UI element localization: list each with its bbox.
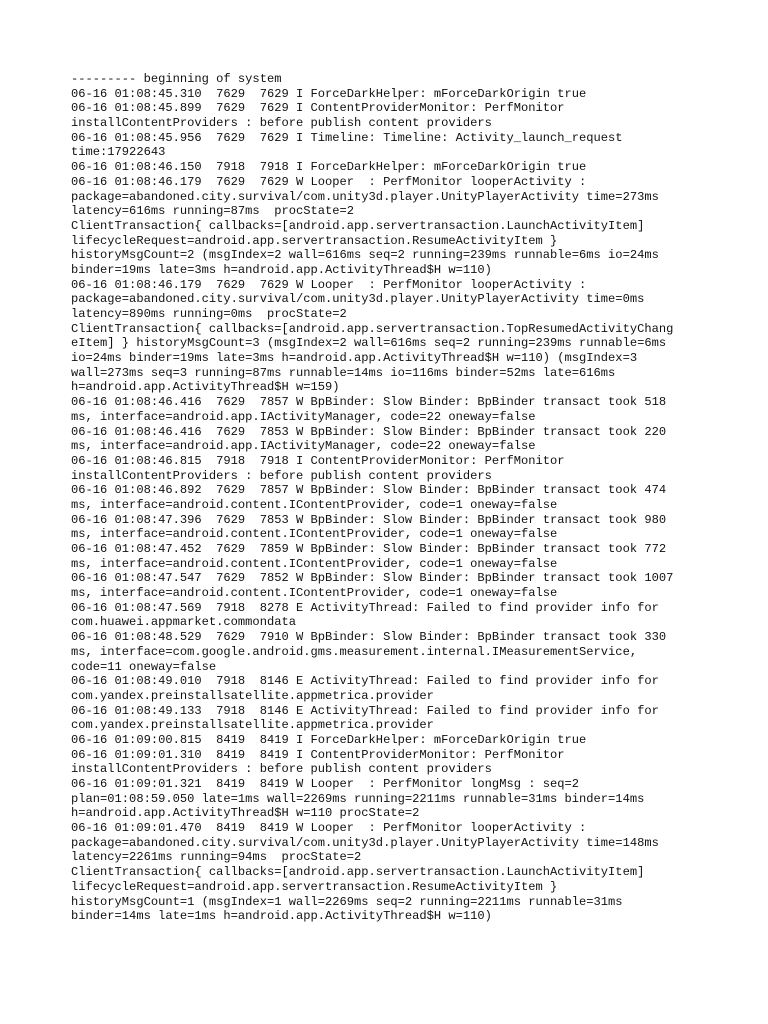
log-line: 06-16 01:08:47.547 7629 7852 W BpBinder: Slow Binder: BpBinder transact took 1007 [71, 571, 674, 586]
log-line: 06-16 01:08:49.010 7918 8146 E ActivityThread: Failed to find provider info for [71, 674, 659, 689]
log-line: package=abandoned.city.survival/com.unity3d.player.UnityPlayerActivity time=0ms [71, 292, 645, 307]
log-line: --------- beginning of system [71, 72, 282, 86]
log-line: ms, interface=com.google.android.gms.measurement.internal.IMeasurementService, [71, 644, 638, 659]
log-line: historyMsgCount=2 (msgIndex=2 wall=616ms seq=2 running=239ms runnable=6ms io=24ms [71, 248, 659, 263]
log-line: com.yandex.preinstallsatellite.appmetrica.provider [71, 688, 434, 703]
log-line: wall=273ms seq=3 running=87ms runnable=14ms io=116ms binder=52ms late=616ms [71, 365, 616, 380]
log-line: lifecycleRequest=android.app.servertransaction.ResumeActivityItem } [71, 879, 558, 894]
log-line: latency=890ms running=0ms procState=2 [71, 307, 347, 321]
log-line: h=android.app.ActivityThread$H w=110 procState=2 [71, 806, 420, 821]
log-line: 06-16 01:08:46.179 7629 7629 W Looper : PerfMonitor looperActivity : [71, 277, 587, 292]
log-line: com.huawei.appmarket.commondata [71, 615, 296, 630]
log-line: 06-16 01:08:46.179 7629 7629 W Looper : PerfMonitor looperActivity : [71, 174, 587, 189]
log-line: 06-16 01:09:01.310 8419 8419 I ContentProviderMonitor: PerfMonitor [71, 747, 565, 762]
log-line: 06-16 01:08:47.452 7629 7859 W BpBinder: Slow Binder: BpBinder transact took 772 [71, 542, 667, 556]
log-line: plan=01:08:59.050 late=1ms wall=2269ms running=2211ms runnable=31ms binder=14ms [71, 791, 645, 806]
log-line: 06-16 01:08:46.416 7629 7853 W BpBinder: Slow Binder: BpBinder transact took 220 [71, 424, 667, 439]
log-line: 06-16 01:08:46.815 7918 7918 I ContentProviderMonitor: PerfMonitor [71, 453, 565, 468]
log-line: io=24ms binder=19ms late=3ms h=android.app.ActivityThread$H w=110) (msgIndex=3 [71, 351, 638, 366]
log-line: eItem] } historyMsgCount=3 (msgIndex=2 wall=616ms seq=2 running=239ms runnable=6ms [71, 336, 667, 351]
log-line: installContentProviders : before publish content providers [71, 468, 492, 483]
log-line: 06-16 01:08:46.150 7918 7918 I ForceDarkHelper: mForceDarkOrigin true [71, 160, 587, 175]
log-line: 06-16 01:08:46.416 7629 7857 W BpBinder: Slow Binder: BpBinder transact took 518 [71, 395, 667, 410]
log-line: ms, interface=android.content.IContentProvider, code=1 oneway=false [71, 556, 558, 571]
log-line: ClientTransaction{ callbacks=[android.app.servertransaction.TopResumedActivityChang [71, 321, 674, 336]
log-line: 06-16 01:09:00.815 8419 8419 I ForceDarkHelper: mForceDarkOrigin true [71, 732, 587, 747]
log-line: package=abandoned.city.survival/com.unity3d.player.UnityPlayerActivity time=273ms [71, 189, 659, 204]
log-line: historyMsgCount=1 (msgIndex=1 wall=2269ms seq=2 running=2211ms runnable=31ms [71, 894, 623, 909]
log-line: package=abandoned.city.survival/com.unity3d.player.UnityPlayerActivity time=148ms [71, 835, 659, 850]
log-line: 06-16 01:08:49.133 7918 8146 E ActivityThread: Failed to find provider info for [71, 703, 659, 718]
log-line: 06-16 01:08:47.396 7629 7853 W BpBinder: Slow Binder: BpBinder transact took 980 [71, 512, 667, 527]
log-line: 06-16 01:08:47.569 7918 8278 E ActivityThread: Failed to find provider info for [71, 600, 659, 615]
log-line: 06-16 01:09:01.470 8419 8419 W Looper : PerfMonitor looperActivity : [71, 821, 587, 836]
log-line: time:17922643 [71, 145, 166, 160]
log-document [71, 72, 711, 924]
log-line: 06-16 01:08:45.310 7629 7629 I ForceDarkHelper: mForceDarkOrigin true [71, 86, 587, 101]
log-line: ClientTransaction{ callbacks=[android.app.servertransaction.LaunchActivityItem] [71, 218, 645, 233]
log-line: lifecycleRequest=android.app.servertransaction.ResumeActivityItem } [71, 233, 558, 248]
log-line: 06-16 01:08:45.956 7629 7629 I Timeline: Timeline: Activity_launch_request [71, 130, 623, 145]
log-line: code=11 oneway=false [71, 659, 217, 674]
log-line: 06-16 01:08:46.892 7629 7857 W BpBinder: Slow Binder: BpBinder transact took 474 [71, 483, 667, 498]
log-line: 06-16 01:08:48.529 7629 7910 W BpBinder: Slow Binder: BpBinder transact took 330 [71, 630, 667, 645]
log-line: h=android.app.ActivityThread$H w=159) [71, 380, 340, 395]
log-line: com.yandex.preinstallsatellite.appmetrica.provider [71, 718, 434, 733]
log-line: installContentProviders : before publish content providers [71, 116, 492, 131]
log-line: binder=19ms late=3ms h=android.app.ActivityThread$H w=110) [71, 262, 492, 277]
log-line: ms, interface=android.app.IActivityManager, code=22 oneway=false [71, 409, 536, 424]
log-line: latency=2261ms running=94ms procState=2 [71, 850, 362, 865]
log-line: 06-16 01:09:01.321 8419 8419 W Looper : PerfMonitor longMsg : seq=2 [71, 777, 580, 791]
log-line: ms, interface=android.content.IContentProvider, code=1 oneway=false [71, 527, 558, 542]
log-line: ClientTransaction{ callbacks=[android.app.servertransaction.LaunchActivityItem] [71, 865, 645, 880]
log-line: ms, interface=android.content.IContentProvider, code=1 oneway=false [71, 586, 558, 601]
log-line: ms, interface=android.app.IActivityManager, code=22 oneway=false [71, 439, 536, 454]
log-line: binder=14ms late=1ms h=android.app.ActivityThread$H w=110) [71, 909, 492, 924]
log-line: ms, interface=android.content.IContentProvider, code=1 oneway=false [71, 497, 558, 512]
log-line: latency=616ms running=87ms procState=2 [71, 204, 355, 219]
log-line: 06-16 01:08:45.899 7629 7629 I ContentProviderMonitor: PerfMonitor [71, 101, 565, 116]
log-line: installContentProviders : before publish content providers [71, 762, 492, 777]
